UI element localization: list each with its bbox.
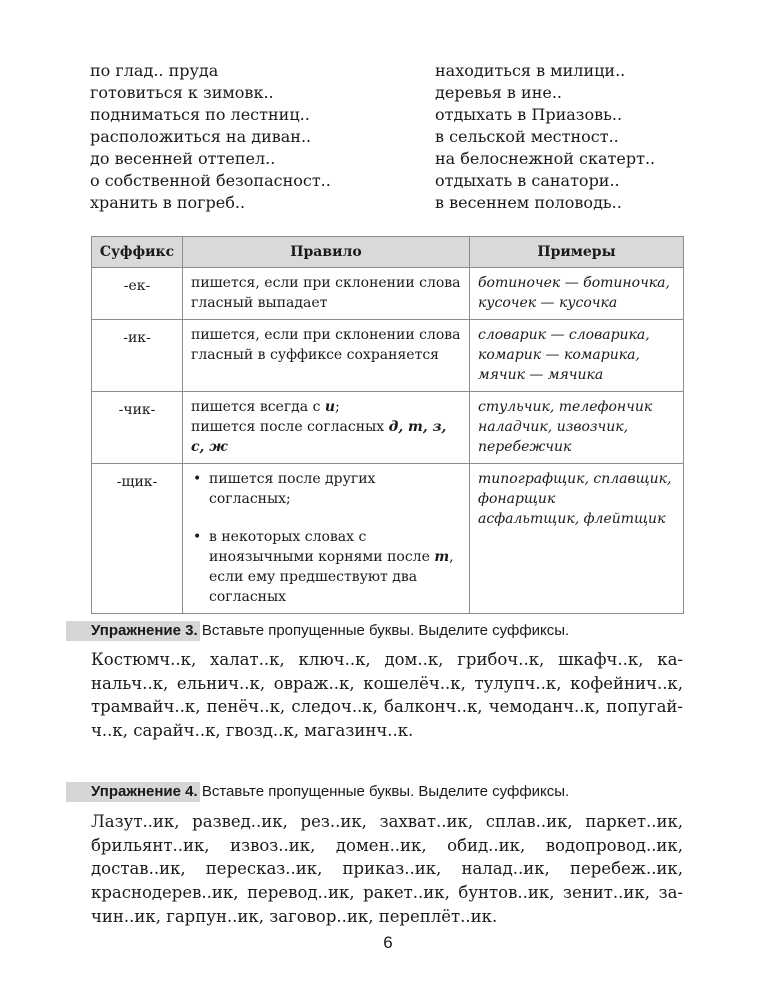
example-line: типографщик, сплавщик, <box>478 471 672 487</box>
rule-text: пишется всегда с <box>191 399 325 415</box>
rule-text: пишется после других согласных; <box>209 471 376 507</box>
table-row <box>92 268 684 320</box>
exercise-3-heading <box>91 621 569 641</box>
exercise-4-text <box>91 810 683 929</box>
word-list-item: подниматься по лестниц.. <box>90 105 310 124</box>
word-list-item: до весенней оттепел.. <box>90 149 276 168</box>
example-line: ботиночек — ботиночка, <box>478 275 670 291</box>
column-header-examples: Примеры <box>470 237 684 268</box>
bullet-dot-icon: • <box>193 529 202 545</box>
examples-cell <box>470 320 684 392</box>
rule-line <box>191 417 461 457</box>
examples-cell <box>470 268 684 320</box>
word-list-right-column <box>435 60 655 214</box>
exercise-line: нальч..к, ельнич..к, овраж..к, кошелёч..к, тулупч..к, кофейнич..к, <box>91 673 683 693</box>
exercise-line: чин..ик, гарпун..ик, заговор..ик, переплёт..ик. <box>91 906 498 926</box>
rule-cell: пишется, если при склонении слова гласный в суффиксе сохраняется <box>183 320 470 392</box>
exercise-line: трамвайч..к, пенёч..к, следоч..к, балконч..к, чемоданч..к, попугай- <box>91 697 683 717</box>
suffix-rules-table <box>91 236 684 614</box>
rule-letter: и <box>324 399 336 415</box>
exercise-3-text <box>91 648 683 743</box>
word-list-left-column <box>90 60 331 214</box>
word-list-item: по глад.. пруда <box>90 61 219 80</box>
rule-line <box>191 397 461 417</box>
example-line: мячик — мячика <box>478 367 604 383</box>
word-list-item: деревья в ине.. <box>435 83 562 102</box>
rule-cell <box>183 392 470 464</box>
exercise-line: Лазут..ик, развед..ик, рез..ик, захват..ик, сплав..ик, паркет..ик, <box>91 812 683 831</box>
table-header-row <box>92 237 684 268</box>
example-line: перебежчик <box>478 439 572 455</box>
rule-letter: т <box>434 549 450 565</box>
word-list-item: отдыхать в Приазовь.. <box>435 105 623 124</box>
example-line: фонарщик <box>478 491 556 507</box>
rule-text: , если ему предшествуют два согласных <box>209 549 454 605</box>
example-line: стульчик, телефончик <box>478 399 653 415</box>
exercise-line: ч..к, сарайч..к, гвозд..к, магазинч..к. <box>91 721 414 741</box>
rule-text: ; <box>335 399 340 415</box>
word-list-item: на белоснежной скатерт.. <box>435 149 656 168</box>
column-header-suffix: Суффикс <box>92 237 183 268</box>
suffix-cell: -ик- <box>92 320 183 392</box>
example-line: комарик — комарика, <box>478 347 640 363</box>
example-line: наладчик, извозчик, <box>478 419 629 435</box>
rule-text: в некоторых словах с иноязычными корнями после <box>209 529 435 565</box>
example-line: словарик — словарика, <box>478 327 650 343</box>
exercise-line: брильянт..ик, извоз..ик, домен..ик, обид..ик, водопровод..ик, <box>91 835 683 855</box>
word-list-item: расположиться на диван.. <box>90 127 312 146</box>
exercise-4-label: Упражнение 4. <box>91 783 198 800</box>
table-row <box>92 464 684 614</box>
word-list-item: в весеннем половодь.. <box>435 193 622 212</box>
exercise-3-label: Упражнение 3. <box>91 622 198 639</box>
rule-text: пишется после согласных <box>191 419 389 435</box>
word-list-item: находиться в милици.. <box>435 61 626 80</box>
rule-bullet <box>191 469 461 509</box>
suffix-cell: -ек- <box>92 268 183 320</box>
example-line: асфальтщик, флейтщик <box>478 511 666 527</box>
exercise-line: Костюмч..к, халат..к, ключ..к, дом..к, грибоч..к, шкафч..к, ка- <box>91 650 683 669</box>
column-header-rule: Правило <box>183 237 470 268</box>
word-list-item: отдыхать в санатори.. <box>435 171 620 190</box>
table-row <box>92 320 684 392</box>
word-list-item: в сельской местност.. <box>435 127 619 146</box>
exercise-line: краснодерев..ик, перевод..ик, ракет..ик, бунтов..ик, зенит..ик, за- <box>91 883 683 903</box>
word-list-item: готовиться к зимовк.. <box>90 83 274 102</box>
exercise-line: достав..ик, пересказ..ик, приказ..ик, налад..ик, перебеж..ик, <box>91 859 683 879</box>
word-list-item: о собственной безопасност.. <box>90 171 331 190</box>
rule-cell <box>183 464 470 614</box>
rule-cell: пишется, если при склонении слова гласный выпадает <box>183 268 470 320</box>
exercise-3-instruction: Вставьте пропущенные буквы. Выделите суффиксы. <box>201 622 570 639</box>
exercise-4-instruction: Вставьте пропущенные буквы. Выделите суффиксы. <box>201 783 570 800</box>
page-number: 6 <box>383 933 393 952</box>
rule-bullet <box>191 527 461 607</box>
exercise-4-heading <box>91 782 569 802</box>
rule-letters: д, т, з, с, ж <box>191 419 447 455</box>
examples-cell <box>470 392 684 464</box>
word-list-item: хранить в погреб.. <box>90 193 246 212</box>
bullet-dot-icon: • <box>193 471 202 487</box>
suffix-cell: -чик- <box>92 392 183 464</box>
suffix-cell: -щик- <box>92 464 183 614</box>
example-line: кусочек — кусочка <box>478 295 618 311</box>
examples-cell <box>470 464 684 614</box>
table-row <box>92 392 684 464</box>
